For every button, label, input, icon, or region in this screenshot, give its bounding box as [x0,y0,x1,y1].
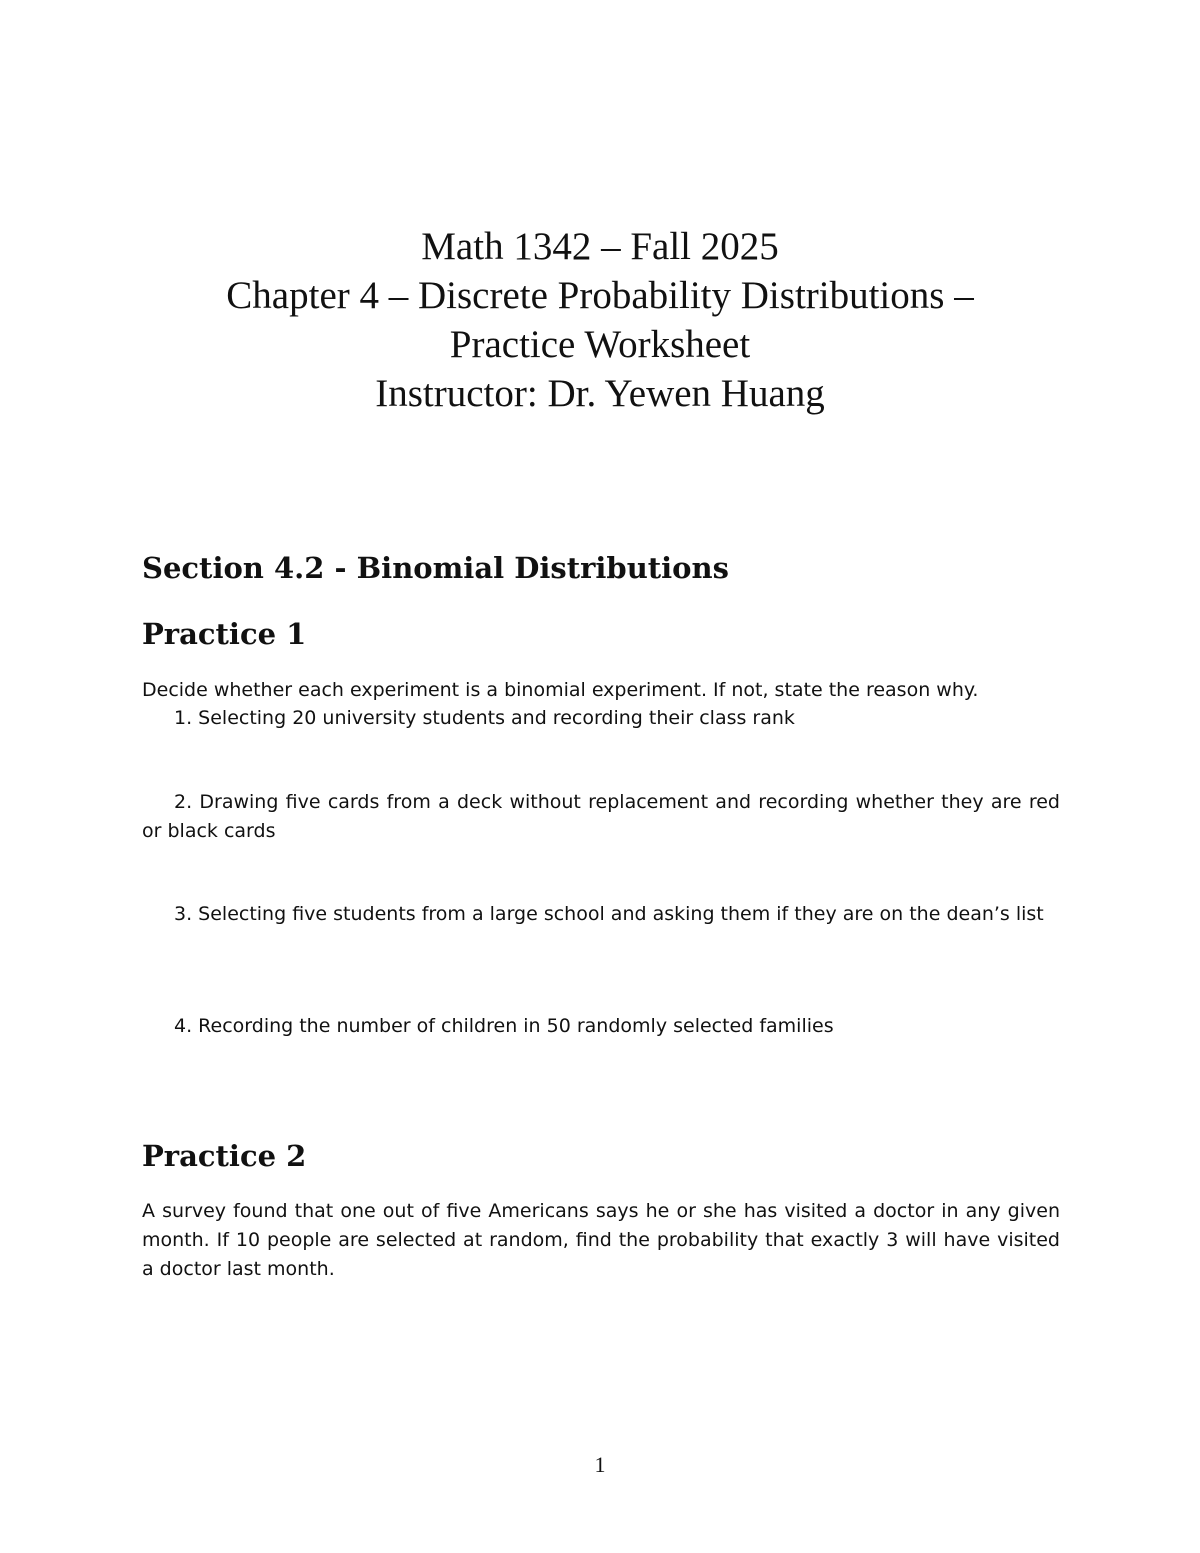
practice-1-item-4: 4. Recording the number of children in 50 randomly selected families [174,1015,834,1037]
practice-1-instructions: Decide whether each experiment is a binomial experiment. If not, state the reason why. [142,679,979,701]
practice-2-heading: Practice 2 [142,1139,307,1173]
document-title [0,222,1200,418]
practice-1-heading: Practice 1 [142,617,307,651]
course-title: Math 1342 – Fall 2025 [421,225,779,268]
chapter-title: Chapter 4 – Discrete Probability Distributions – [226,274,974,317]
section-heading: Section 4.2 - Binomial Distributions [142,551,729,585]
worksheet-title: Practice Worksheet [449,323,751,366]
practice-2-problem: A survey found that one out of five Americans says he or she has visited a doctor in any given month. If 10 people are selected at random, find the probability that exactly 3 will have visited a doctor last month. [142,1200,1060,1280]
practice-1-item-2: 2. Drawing five cards from a deck without replacement and recording whether they are red or black cards [142,791,1060,842]
practice-1-item-1: 1. Selecting 20 university students and recording their class rank [174,707,795,729]
practice-1-item-3: 3. Selecting five students from a large school and asking them if they are on the dean’s list [174,903,1044,925]
page-number: 1 [594,1452,606,1477]
instructor-name: Instructor: Dr. Yewen Huang [375,372,825,415]
